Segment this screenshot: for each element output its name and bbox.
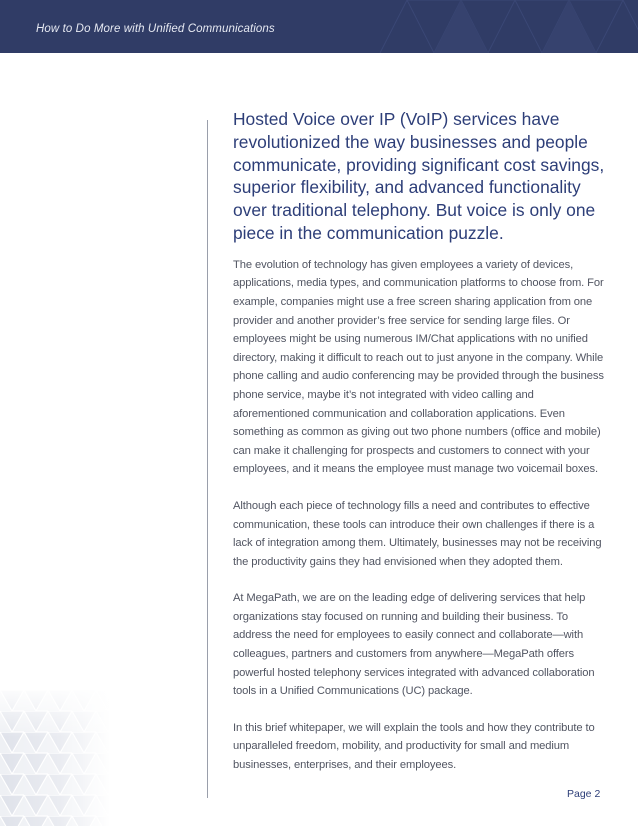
page-number: Page 2 <box>567 788 601 800</box>
body-paragraph: The evolution of technology has given employees a variety of devices, applications, media types, and communication platforms to choose from. For example, companies might use a free screen sharing application from one provider and another provider’s free service for sending large files. Or employees might be using numerous IM/Chat applications with no unified directory, making it difficult to reach out to just anyone in the company. While phone calling and audio conferencing may be provided through the business phone service, maybe it’s not integrated with video calling and aforementioned communication and collaboration applications. Even something as common as giving out two phone numbers (office and mobile) can make it challenging for prospects and customers to connect with your employees, and it means the employee must manage two voicemail boxes. <box>233 258 604 476</box>
column-divider <box>207 120 208 798</box>
main-content <box>233 108 605 775</box>
body-paragraph: In this brief whitepaper, we will explain the tools and how they contribute to unparalleled freedom, mobility, and productivity for small and medium businesses, enterprises, and their employees. <box>233 721 595 772</box>
body-paragraph: Although each piece of technology fills a need and contributes to effective communication, these tools can introduce their own challenges if there is a lack of integration among them. Ultimately, businesses may not be receiving the productivity gains they had envisioned when they adopted them. <box>233 499 602 568</box>
body-paragraph: At MegaPath, we are on the leading edge of delivering services that help organizations stay focused on running and building their business. To address the need for employees to easily connect and collaborate—with colleagues, partners and customers from anywhere—MegaPath offers powerful hosted telephony services integrated with advanced collaboration tools in a Unified Communications (UC) package. <box>233 592 595 698</box>
document-title: How to Do More with Unified Communications <box>36 23 275 35</box>
triangle-pattern-decoration <box>0 690 110 826</box>
header-band <box>0 0 638 53</box>
lead-paragraph: Hosted Voice over IP (VoIP) services have revolutionized the way businesses and people communicate, providing significant cost savings, superior flexibility, and advanced functionality over traditional telephony. But voice is only one piece in the communication puzzle. <box>233 109 605 243</box>
